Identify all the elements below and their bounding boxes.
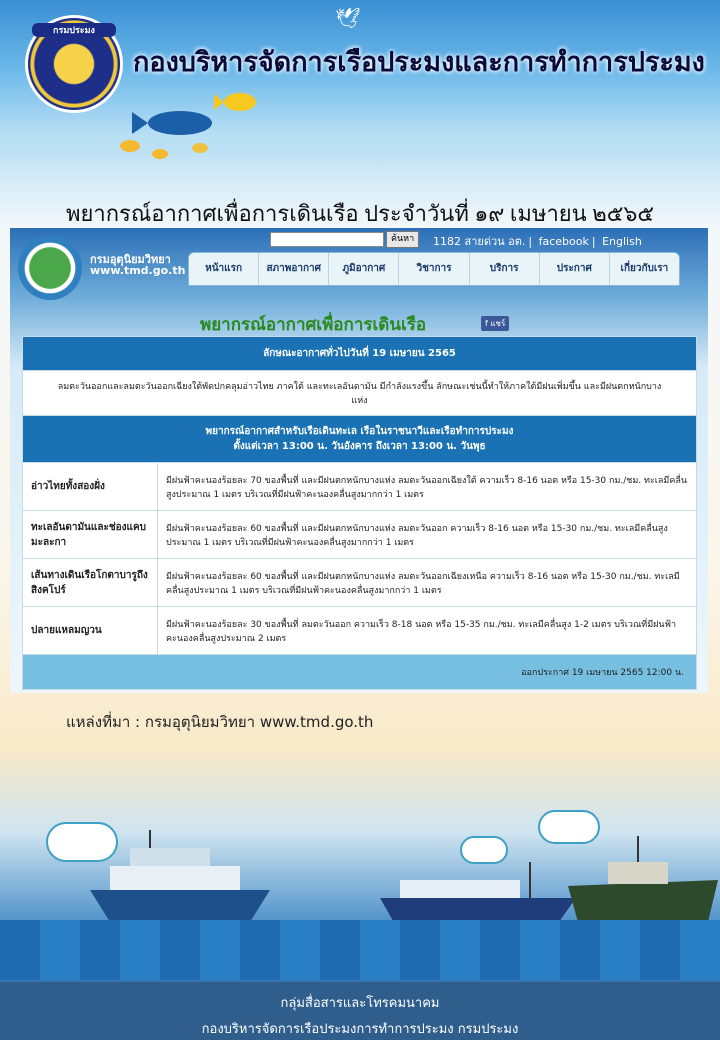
region-name: เส้นทางเดินเรือโกตาบารูถึงสิงคโปร์ [23,559,158,607]
tmd-logo [18,236,82,300]
facebook-icon: f [485,319,491,328]
table-row [23,559,697,607]
forecast-heading [23,416,697,463]
region-name: อ่าวไทยทั้งสองฝั่ง [23,463,158,511]
region-name: ทะเลอันดามันและช่องแคบมะละกา [23,511,158,559]
share-label: แชร์ [490,319,506,328]
english-link[interactable]: English [602,235,642,248]
table-row [23,463,697,511]
region-forecast: มีฝนฟ้าคะนองร้อยละ 60 ของพื้นที่ และมีฝนตกหนักบางแห่ง ลมตะวันออกเฉียงเหนือ ความเร็ว 8-16 นอต หรือ 15-30 กม./ชม. ทะเลมีคลื่นสูงประมาณ 1 เมตร บริเวณที่มีฝนฟ้าคะนองคลื่นสูงมากกว่า 1 เมตร [158,559,697,607]
search-input[interactable] [270,232,384,247]
nav-item-about[interactable]: เกี่ยวกับเรา [620,263,669,274]
fishing-boat-icon [90,830,280,930]
region-forecast: มีฝนฟ้าคะนองร้อยละ 30 ของพื้นที่ ลมตะวันออก ความเร็ว 8-18 นอต หรือ 15-35 กม./ชม. ทะเลมีคลื่นสูง 1-2 เมตร บริเวณที่มีฝนฟ้าคะนองคลื่นสูงประมาณ 2 เมตร [158,607,697,655]
fish-school-icon [100,88,280,168]
hotline-link[interactable]: 1182 สายด่วน อต. [433,235,526,248]
facebook-link[interactable]: facebook [538,235,589,248]
nav-bar [188,252,680,286]
department-title: กองบริหารจัดการเรือประมงและการทำการประมง [133,47,705,77]
fishing-boat-icon [568,836,718,926]
seagull-icon: 🕊 [335,6,361,30]
general-heading: ลักษณะอากาศทั่วไปวันที่ 19 เมษายน 2565 [23,337,697,371]
forecast-page-heading: พยากรณ์อากาศเพื่อการเดินเรือ [200,315,427,335]
nav-item-announcements[interactable]: ประกาศ [540,253,610,285]
nav-item-academic[interactable]: วิชาการ [399,253,469,285]
issued-time: ออกประกาศ 19 เมษายน 2565 12:00 น. [23,655,697,690]
source-note: แหล่งที่มา : กรมอุตุนิยมวิทยา www.tmd.go.th [66,713,374,731]
nav-item-weather[interactable]: สภาพอากาศ [259,253,329,285]
sea-waves [0,920,720,980]
share-button[interactable] [481,316,509,331]
logo-text: กรมประมง [32,23,116,37]
footer-line-2: กองบริหารจัดการเรือประมงการทำการประมง กรมประมง [201,1022,519,1037]
search-button[interactable]: ค้นหา [386,231,419,248]
region-name: ปลายแหลมญวน [23,607,158,655]
header-banner [0,0,720,170]
general-text: ลมตะวันออกและลมตะวันออกเฉียงใต้พัดปกคลุมอ่าวไทย ภาคใต้ และทะเลอันดามัน มีกำลังแรงขึ้น ลักษณะเช่นนี้ทำให้ภาคใต้มีฝนเพิ่มขึ้น และมีฝนตกหนักบางแห่ง [23,371,697,416]
nav-item-home[interactable]: หน้าแรก [189,253,259,285]
forecast-table [22,336,697,690]
tmd-url: www.tmd.go.th [90,264,186,277]
nav-item-services[interactable]: บริการ [470,253,540,285]
weather-screenshot [10,228,708,693]
table-row [23,607,697,655]
tmd-name: กรมอุตุนิยมวิทยา [90,253,171,266]
page-title: พยากรณ์อากาศเพื่อการเดินเรือ ประจำวันที่ ๑๙ เมษายน ๒๕๖๕ [65,201,654,226]
forecast-heading-line1: พยากรณ์อากาศสำหรับเรือเดินทะเล เรือในราชนาวีและเรือทำการประมง [205,426,514,437]
top-links: 1182 สายด่วน อต. | facebook | English [433,235,642,248]
region-forecast: มีฝนฟ้าคะนองร้อยละ 70 ของพื้นที่ และมีฝนตกหนักบางแห่ง ลมตะวันออกเฉียงใต้ ความเร็ว 8-16 นอต หรือ 15-30 กม./ชม. ทะเลมีคลื่นสูงประมาณ 1 เมตร บริเวณที่มีฝนฟ้าคะนองคลื่นสูงมากกว่า 1 เมตร [158,463,697,511]
table-row [23,511,697,559]
nav-item-climate[interactable]: ภูมิอากาศ [329,253,399,285]
forecast-heading-line2: ตั้งแต่เวลา 13:00 น. วันอังคาร ถึงเวลา 13:00 น. วันพุธ [233,441,486,452]
footer-line-1: กลุ่มสื่อสารและโทรคมนาคม [280,996,440,1011]
region-forecast: มีฝนฟ้าคะนองร้อยละ 60 ของพื้นที่ และมีฝนตกหนักบางแห่ง ลมตะวันออก ความเร็ว 8-16 นอต หรือ 15-30 กม./ชม. ทะเลมีคลื่นสูงประมาณ 1 เมตร บริเวณที่มีฝนฟ้าคะนองคลื่นสูงมากกว่า 1 เมตร [158,511,697,559]
